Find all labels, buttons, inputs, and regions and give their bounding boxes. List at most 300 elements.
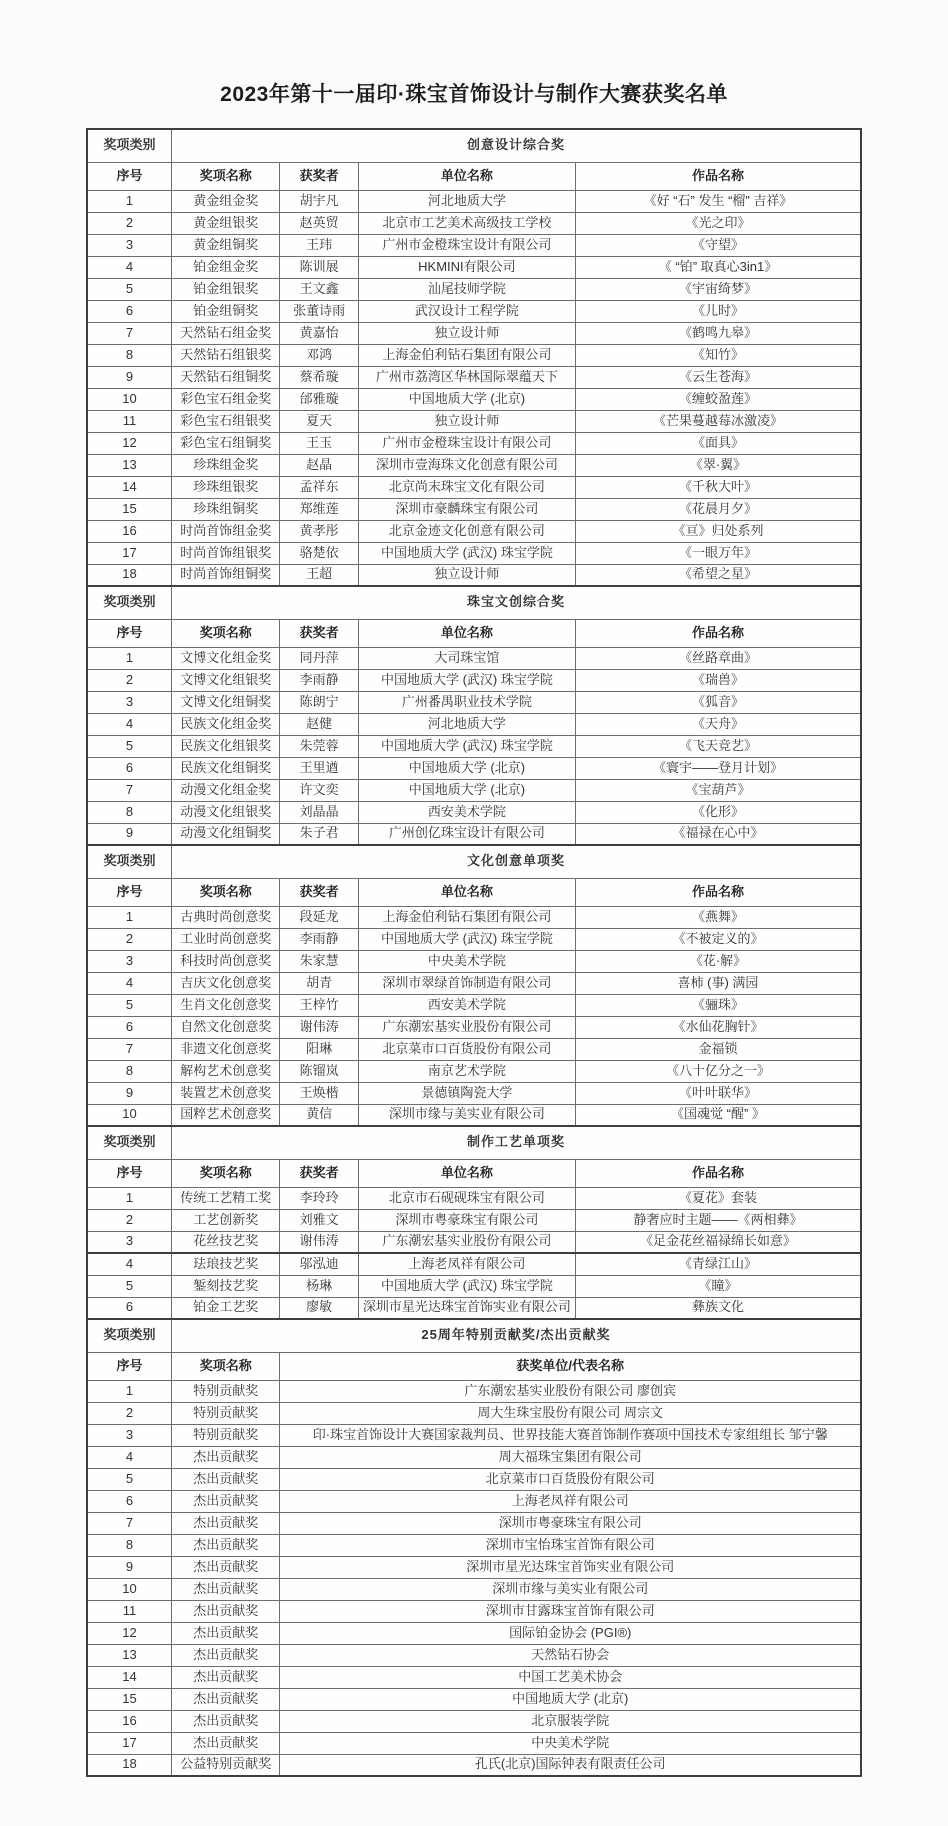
org-cell: 独立设计师 [358,322,575,344]
work-cell: 《瑞兽》 [575,669,861,691]
org-cell: 中国地质大学 (北京) [358,388,575,410]
serial-cell: 10 [87,1104,171,1126]
winner-cell: 谢伟涛 [280,1016,358,1038]
serial-cell: 3 [87,1231,171,1253]
table-row [87,212,861,234]
work-cell: 金福锁 [575,1038,861,1060]
award-cell: 动漫文化组金奖 [171,779,280,801]
work-cell: 《瞳》 [575,1275,861,1297]
category-row [87,1126,861,1159]
category-row [87,1319,861,1352]
column-header: 奖项名称 [171,619,280,647]
category-label-cell: 奖项类别 [87,1319,171,1352]
serial-cell: 7 [87,1512,171,1534]
award-cell: 杰出贡献奖 [171,1644,280,1666]
award-cell: 铂金组金奖 [171,256,280,278]
column-header: 获奖者 [280,878,358,906]
serial-cell: 2 [87,669,171,691]
serial-cell: 13 [87,1644,171,1666]
table-row [87,1402,861,1424]
org-cell: 河北地质大学 [358,190,575,212]
winner-cell: 赵健 [280,713,358,735]
table-row [87,300,861,322]
award-cell: 黄金组银奖 [171,212,280,234]
table-row [87,1688,861,1710]
winner-cell: 廖敏 [280,1297,358,1319]
serial-cell: 8 [87,1534,171,1556]
award-cell: 吉庆文化创意奖 [171,972,280,994]
serial-cell: 4 [87,713,171,735]
table-row [87,388,861,410]
section-title: 创意设计综合奖 [171,129,861,162]
winner-cell: 朱子君 [280,823,358,845]
awards-tables [86,128,862,1777]
org-cell: 北京市工艺美术高级技工学校 [358,212,575,234]
award-cell: 特别贡献奖 [171,1424,280,1446]
winner-cell: 邰雅璇 [280,388,358,410]
table-row [87,1666,861,1688]
column-header: 序号 [87,619,171,647]
serial-cell: 3 [87,691,171,713]
serial-cell: 5 [87,278,171,300]
work-cell: 《叶叶联华》 [575,1082,861,1104]
table-row [87,1038,861,1060]
column-header: 奖项名称 [171,1159,280,1187]
org-cell: 西安美术学院 [358,801,575,823]
org-cell: 上海金伯利钻石集团有限公司 [358,344,575,366]
serial-cell: 8 [87,1060,171,1082]
org-cell: 中国地质大学 (武汉) 珠宝学院 [358,669,575,691]
serial-cell: 12 [87,432,171,454]
work-cell: 《骊珠》 [575,994,861,1016]
column-header: 单位名称 [358,619,575,647]
work-cell: 《化形》 [575,801,861,823]
org-cell: 中国地质大学 (武汉) 珠宝学院 [358,1275,575,1297]
column-header: 作品名称 [575,619,861,647]
work-cell: 《翠·翼》 [575,454,861,476]
work-cell: 《云生苍海》 [575,366,861,388]
table-row [87,1490,861,1512]
table-row [87,669,861,691]
recipient-cell: 广东潮宏基实业股份有限公司 廖创宾 [280,1380,861,1402]
serial-cell: 6 [87,1297,171,1319]
recipient-cell: 天然钻石协会 [280,1644,861,1666]
table-row [87,928,861,950]
section-title: 制作工艺单项奖 [171,1126,861,1159]
table-row [87,1622,861,1644]
award-cell: 杰出贡献奖 [171,1666,280,1688]
table-row [87,1754,861,1776]
table-row [87,1424,861,1446]
table-row [87,950,861,972]
work-cell: 《守望》 [575,234,861,256]
award-cell: 动漫文化组铜奖 [171,823,280,845]
award-cell: 铂金组银奖 [171,278,280,300]
serial-cell: 8 [87,801,171,823]
table-row [87,1209,861,1231]
serial-cell: 14 [87,1666,171,1688]
award-cell: 文博文化组银奖 [171,669,280,691]
org-cell: 广州创亿珠宝设计有限公司 [358,823,575,845]
serial-cell: 16 [87,520,171,542]
column-header: 获奖者 [280,1159,358,1187]
award-cell: 珍珠组银奖 [171,476,280,498]
winner-cell: 胡青 [280,972,358,994]
table-row [87,1187,861,1209]
table-row [87,1380,861,1402]
winner-cell: 许文奕 [280,779,358,801]
table-row [87,1297,861,1319]
award-cell: 时尚首饰组铜奖 [171,564,280,586]
winner-cell: 王里遒 [280,757,358,779]
winner-cell: 邓鸿 [280,344,358,366]
serial-cell: 1 [87,906,171,928]
table-row [87,1446,861,1468]
award-cell: 非遗文化创意奖 [171,1038,280,1060]
recipient-cell: 深圳市缘与美实业有限公司 [280,1578,861,1600]
work-cell: 《花·解》 [575,950,861,972]
work-cell: 《 “铂” 取真心3in1》 [575,256,861,278]
serial-cell: 5 [87,735,171,757]
table-row [87,1710,861,1732]
winner-cell: 王文鑫 [280,278,358,300]
award-cell: 杰出贡献奖 [171,1622,280,1644]
recipient-cell: 周大福珠宝集团有限公司 [280,1446,861,1468]
work-cell: 《缠蛟盈莲》 [575,388,861,410]
award-cell: 珍珠组铜奖 [171,498,280,520]
award-cell: 彩色宝石组金奖 [171,388,280,410]
award-cell: 天然钻石组金奖 [171,322,280,344]
work-cell: 彝族文化 [575,1297,861,1319]
award-table [86,1125,862,1254]
org-cell: 中国地质大学 (武汉) 珠宝学院 [358,735,575,757]
winner-cell: 杨琳 [280,1275,358,1297]
recipient-cell: 上海老凤祥有限公司 [280,1490,861,1512]
award-cell: 自然文化创意奖 [171,1016,280,1038]
table-row [87,1104,861,1126]
column-header: 获奖单位/代表名称 [280,1352,861,1380]
award-table [86,1318,862,1777]
serial-cell: 6 [87,300,171,322]
recipient-cell: 印·珠宝首饰设计大赛国家裁判员、世界技能大赛首饰制作赛项中国技术专家组组长 邹宁馨 [280,1424,861,1446]
column-header: 奖项名称 [171,878,280,906]
serial-cell: 18 [87,1754,171,1776]
org-cell: 广东潮宏基实业股份有限公司 [358,1231,575,1253]
serial-cell: 1 [87,647,171,669]
award-cell: 杰出贡献奖 [171,1490,280,1512]
category-label-cell: 奖项类别 [87,845,171,878]
recipient-cell: 中央美术学院 [280,1732,861,1754]
serial-cell: 10 [87,1578,171,1600]
org-cell: 深圳市壹海珠文化创意有限公司 [358,454,575,476]
org-cell: 景德镇陶瓷大学 [358,1082,575,1104]
org-cell: 广州市金橙珠宝设计有限公司 [358,234,575,256]
recipient-cell: 深圳市宝怡珠宝首饰有限公司 [280,1534,861,1556]
org-cell: 独立设计师 [358,564,575,586]
org-cell: 深圳市缘与美实业有限公司 [358,1104,575,1126]
award-cell: 天然钻石组银奖 [171,344,280,366]
table-row [87,278,861,300]
category-label-cell: 奖项类别 [87,1126,171,1159]
recipient-cell: 孔氏(北京)国际钟表有限责任公司 [280,1754,861,1776]
serial-cell: 14 [87,476,171,498]
table-row [87,190,861,212]
winner-cell: 朱莞蓉 [280,735,358,757]
winner-cell: 黄嘉怡 [280,322,358,344]
column-header: 单位名称 [358,1159,575,1187]
org-cell: 广州市荔湾区华林国际翠蕴天下 [358,366,575,388]
award-cell: 杰出贡献奖 [171,1688,280,1710]
award-cell: 特别贡献奖 [171,1402,280,1424]
org-cell: 大司珠宝馆 [358,647,575,669]
winner-cell: 段延龙 [280,906,358,928]
work-cell: 《儿时》 [575,300,861,322]
award-cell: 珍珠组金奖 [171,454,280,476]
award-cell: 民族文化组铜奖 [171,757,280,779]
table-row [87,1732,861,1754]
column-header: 作品名称 [575,1159,861,1187]
award-table [86,585,862,846]
award-cell: 杰出贡献奖 [171,1468,280,1490]
serial-cell: 16 [87,1710,171,1732]
winner-cell: 同丹萍 [280,647,358,669]
serial-cell: 18 [87,564,171,586]
serial-cell: 12 [87,1622,171,1644]
award-table [86,844,862,1127]
winner-cell: 阳琳 [280,1038,358,1060]
serial-cell: 4 [87,1446,171,1468]
table-row [87,1578,861,1600]
page-title: 2023年第十一届印·珠宝首饰设计与制作大赛获奖名单 [220,83,728,106]
winner-cell: 蔡希璇 [280,366,358,388]
work-cell: 喜柿 (事) 满园 [575,972,861,994]
award-cell: 解构艺术创意奖 [171,1060,280,1082]
category-row [87,845,861,878]
award-cell: 杰出贡献奖 [171,1446,280,1468]
recipient-cell: 中国地质大学 (北京) [280,1688,861,1710]
winner-cell: 黄信 [280,1104,358,1126]
winner-cell: 王梓竹 [280,994,358,1016]
work-cell: 《飞天竞艺》 [575,735,861,757]
work-cell: 《亘》归处系列 [575,520,861,542]
table-row [87,498,861,520]
serial-cell: 9 [87,823,171,845]
award-cell: 珐琅技艺奖 [171,1253,280,1275]
work-cell: 《不被定义的》 [575,928,861,950]
recipient-cell: 国际铂金协会 (PGI®) [280,1622,861,1644]
work-cell: 《丝路章曲》 [575,647,861,669]
org-cell: 广东潮宏基实业股份有限公司 [358,1016,575,1038]
table-row [87,972,861,994]
winner-cell: 王玮 [280,234,358,256]
work-cell: 《福禄在心中》 [575,823,861,845]
work-cell: 《鹤鸣九皋》 [575,322,861,344]
section-title: 珠宝文创综合奖 [171,586,861,619]
award-cell: 杰出贡献奖 [171,1512,280,1534]
serial-cell: 4 [87,1253,171,1275]
serial-cell: 8 [87,344,171,366]
table-row [87,564,861,586]
org-cell: 广州番禺职业技术学院 [358,691,575,713]
winner-cell: 朱家慧 [280,950,358,972]
column-header: 序号 [87,1159,171,1187]
org-cell: 深圳市星光达珠宝首饰实业有限公司 [358,1297,575,1319]
award-cell: 杰出贡献奖 [171,1578,280,1600]
table-row [87,520,861,542]
award-table [86,128,862,587]
award-cell: 科技时尚创意奖 [171,950,280,972]
category-label-cell: 奖项类别 [87,129,171,162]
serial-cell: 5 [87,994,171,1016]
award-cell: 黄金组金奖 [171,190,280,212]
serial-cell: 3 [87,1424,171,1446]
org-cell: 深圳市豪麟珠宝有限公司 [358,498,575,520]
org-cell: 上海金伯利钻石集团有限公司 [358,906,575,928]
section-title: 文化创意单项奖 [171,845,861,878]
serial-cell: 4 [87,972,171,994]
table-row [87,713,861,735]
work-cell: 《宇宙绮梦》 [575,278,861,300]
column-header: 奖项名称 [171,1352,280,1380]
column-header: 序号 [87,1352,171,1380]
award-cell: 文博文化组金奖 [171,647,280,669]
award-cell: 文博文化组铜奖 [171,691,280,713]
serial-cell: 15 [87,1688,171,1710]
header-row [87,619,861,647]
org-cell: 上海老凤祥有限公司 [358,1253,575,1275]
winner-cell: 赵晶 [280,454,358,476]
serial-cell: 6 [87,1016,171,1038]
org-cell: 北京尚末珠宝文化有限公司 [358,476,575,498]
column-header: 单位名称 [358,878,575,906]
work-cell: 《知竹》 [575,344,861,366]
award-cell: 彩色宝石组银奖 [171,410,280,432]
work-cell: 《夏花》套装 [575,1187,861,1209]
work-cell: 《千秋大叶》 [575,476,861,498]
column-header: 作品名称 [575,878,861,906]
table-row [87,1468,861,1490]
serial-cell: 6 [87,757,171,779]
table-row [87,647,861,669]
header-row [87,878,861,906]
award-cell: 装置艺术创意奖 [171,1082,280,1104]
award-cell: 黄金组铜奖 [171,234,280,256]
table-row [87,476,861,498]
award-cell: 民族文化组金奖 [171,713,280,735]
table-row [87,256,861,278]
org-cell: 广州市金橙珠宝设计有限公司 [358,432,575,454]
work-cell: 《狐音》 [575,691,861,713]
award-cell: 彩色宝石组铜奖 [171,432,280,454]
winner-cell: 王玉 [280,432,358,454]
award-cell: 时尚首饰组银奖 [171,542,280,564]
winner-cell: 刘晶晶 [280,801,358,823]
serial-cell: 7 [87,1038,171,1060]
table-row [87,432,861,454]
winner-cell: 郑维莲 [280,498,358,520]
winner-cell: 陈训展 [280,256,358,278]
category-label-cell: 奖项类别 [87,586,171,619]
org-cell: 南京艺术学院 [358,1060,575,1082]
award-cell: 天然钻石组铜奖 [171,366,280,388]
winner-cell: 张董诗雨 [280,300,358,322]
org-cell: 中国地质大学 (武汉) 珠宝学院 [358,542,575,564]
org-cell: 中央美术学院 [358,950,575,972]
award-cell: 动漫文化组银奖 [171,801,280,823]
serial-cell: 2 [87,1209,171,1231]
winner-cell: 夏天 [280,410,358,432]
serial-cell: 1 [87,190,171,212]
serial-cell: 2 [87,1402,171,1424]
award-cell: 杰出贡献奖 [171,1600,280,1622]
work-cell: 《花晨月夕》 [575,498,861,520]
winner-cell: 黄孝彤 [280,520,358,542]
serial-cell: 3 [87,234,171,256]
column-header: 序号 [87,162,171,190]
award-cell: 民族文化组银奖 [171,735,280,757]
table-row [87,1060,861,1082]
work-cell: 《面具》 [575,432,861,454]
winner-cell: 李玲玲 [280,1187,358,1209]
table-row [87,1644,861,1666]
work-cell: 《青绿江山》 [575,1253,861,1275]
recipient-cell: 中国工艺美术协会 [280,1666,861,1688]
award-cell: 传统工艺精工奖 [171,1187,280,1209]
work-cell: 《一眼万年》 [575,542,861,564]
work-cell: 《水仙花胸针》 [575,1016,861,1038]
serial-cell: 1 [87,1380,171,1402]
winner-cell: 骆楚依 [280,542,358,564]
award-table [86,1252,862,1320]
work-cell: 《燕舞》 [575,906,861,928]
section-title: 25周年特别贡献奖/杰出贡献奖 [171,1319,861,1352]
table-row [87,691,861,713]
column-header: 奖项名称 [171,162,280,190]
org-cell: 深圳市粤豪珠宝有限公司 [358,1209,575,1231]
award-cell: 杰出贡献奖 [171,1732,280,1754]
award-cell: 杰出贡献奖 [171,1534,280,1556]
work-cell: 《光之印》 [575,212,861,234]
table-row [87,1600,861,1622]
work-cell: 《天舟》 [575,713,861,735]
serial-cell: 17 [87,542,171,564]
header-row [87,1352,861,1380]
award-cell: 杰出贡献奖 [171,1556,280,1578]
table-row [87,906,861,928]
serial-cell: 9 [87,1556,171,1578]
serial-cell: 6 [87,1490,171,1512]
work-cell: 《寰宇——登月计划》 [575,757,861,779]
column-header: 作品名称 [575,162,861,190]
award-cell: 国粹艺术创意奖 [171,1104,280,1126]
work-cell: 《芒果蔓越莓冰激凌》 [575,410,861,432]
winner-cell: 谢伟涛 [280,1231,358,1253]
column-header: 获奖者 [280,619,358,647]
column-header: 序号 [87,878,171,906]
serial-cell: 11 [87,410,171,432]
org-cell: 深圳市翠绿首饰制造有限公司 [358,972,575,994]
table-row [87,1512,861,1534]
serial-cell: 2 [87,212,171,234]
award-cell: 杰出贡献奖 [171,1710,280,1732]
table-row [87,1231,861,1253]
table-row [87,454,861,476]
award-cell: 时尚首饰组金奖 [171,520,280,542]
column-header: 获奖者 [280,162,358,190]
serial-cell: 3 [87,950,171,972]
recipient-cell: 周大生珠宝股份有限公司 周宗文 [280,1402,861,1424]
winner-cell: 刘雅文 [280,1209,358,1231]
